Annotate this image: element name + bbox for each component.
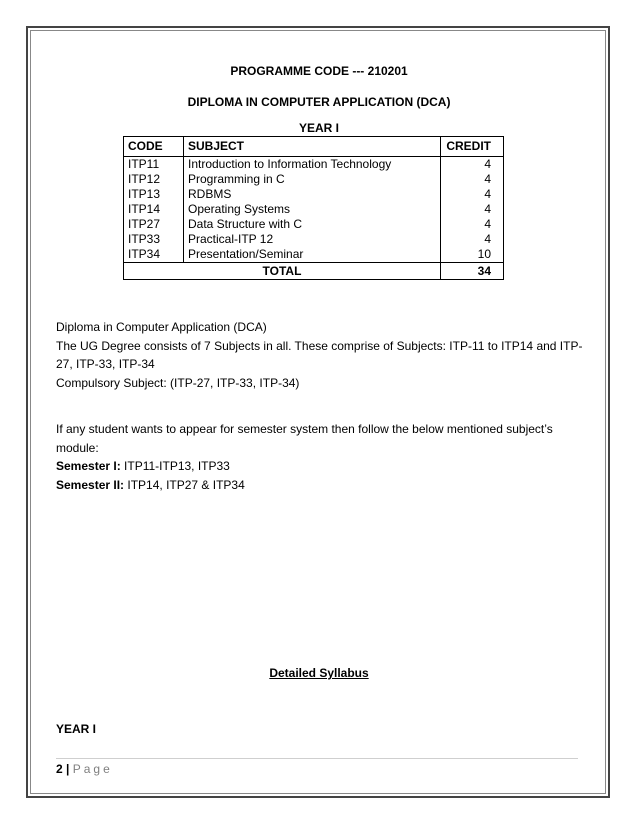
programme-code: PROGRAMME CODE --- 210201 xyxy=(230,64,408,78)
row-code: ITP12 xyxy=(124,172,184,187)
header-subject: SUBJECT xyxy=(184,137,441,157)
row-subject: Operating Systems xyxy=(184,202,441,217)
row-credit: 4 xyxy=(441,172,504,187)
row-subject: Presentation/Seminar xyxy=(184,247,441,263)
table-row xyxy=(124,172,504,187)
total-label: TOTAL xyxy=(124,263,441,280)
row-code: ITP33 xyxy=(124,232,184,247)
total-value: 34 xyxy=(441,263,504,280)
year-heading-bottom: YEAR I xyxy=(56,722,97,736)
table-header-row xyxy=(124,137,504,157)
footer-separator: | xyxy=(62,762,73,776)
row-code: ITP13 xyxy=(124,187,184,202)
semester-intro: If any student wants to appear for semester system then follow the below mentioned subject’s module: xyxy=(56,422,553,455)
row-subject: RDBMS xyxy=(184,187,441,202)
row-subject: Practical-ITP 12 xyxy=(184,232,441,247)
detailed-syllabus-heading: Detailed Syllabus xyxy=(269,666,369,680)
diploma-title: DIPLOMA IN COMPUTER APPLICATION (DCA) xyxy=(187,95,451,109)
row-credit: 4 xyxy=(441,202,504,217)
info-line-3: Compulsory Subject: (ITP-27, ITP-33, ITP-34) xyxy=(56,375,300,390)
row-credit: 4 xyxy=(441,157,504,173)
row-credit: 4 xyxy=(441,217,504,232)
page-number: 2 xyxy=(56,762,63,776)
page-footer xyxy=(56,762,113,776)
semester-2-value: ITP14, ITP27 & ITP34 xyxy=(124,477,245,492)
semester-2-label: Semester II: xyxy=(56,477,125,492)
footer-divider xyxy=(56,758,578,759)
row-credit: 4 xyxy=(441,187,504,202)
header-credit: CREDIT xyxy=(441,137,504,157)
semester-2-line xyxy=(56,476,586,495)
row-subject: Data Structure with C xyxy=(184,217,441,232)
semester-1-line xyxy=(56,457,586,476)
row-credit: 4 xyxy=(441,232,504,247)
row-code: ITP27 xyxy=(124,217,184,232)
table-row xyxy=(124,202,504,217)
programme-info xyxy=(56,318,586,392)
page-label: Page xyxy=(72,762,113,776)
table-row xyxy=(124,187,504,202)
year-heading: YEAR I xyxy=(298,121,339,135)
semester-info xyxy=(56,420,586,494)
row-subject: Introduction to Information Technology xyxy=(184,157,441,173)
table-row xyxy=(124,232,504,247)
info-line-1: Diploma in Computer Application (DCA) xyxy=(56,320,267,334)
semester-1-value: ITP11-ITP13, ITP33 xyxy=(120,459,230,473)
row-subject: Programming in C xyxy=(184,172,441,187)
info-line-2: The UG Degree consists of 7 Subjects in all. These comprise of Subjects: ITP-11 to ITP14 and ITP-27, ITP-33, ITP-34 xyxy=(56,338,583,371)
row-code: ITP14 xyxy=(124,202,184,217)
subjects-table xyxy=(123,136,504,280)
semester-1-label: Semester I: xyxy=(56,459,121,473)
row-credit: 10 xyxy=(441,247,504,263)
total-row xyxy=(124,263,504,280)
row-code: ITP11 xyxy=(124,157,184,173)
row-code: ITP34 xyxy=(124,247,184,263)
header-code: CODE xyxy=(124,137,184,157)
table-row xyxy=(124,217,504,232)
table-row xyxy=(124,157,504,173)
table-row xyxy=(124,247,504,263)
